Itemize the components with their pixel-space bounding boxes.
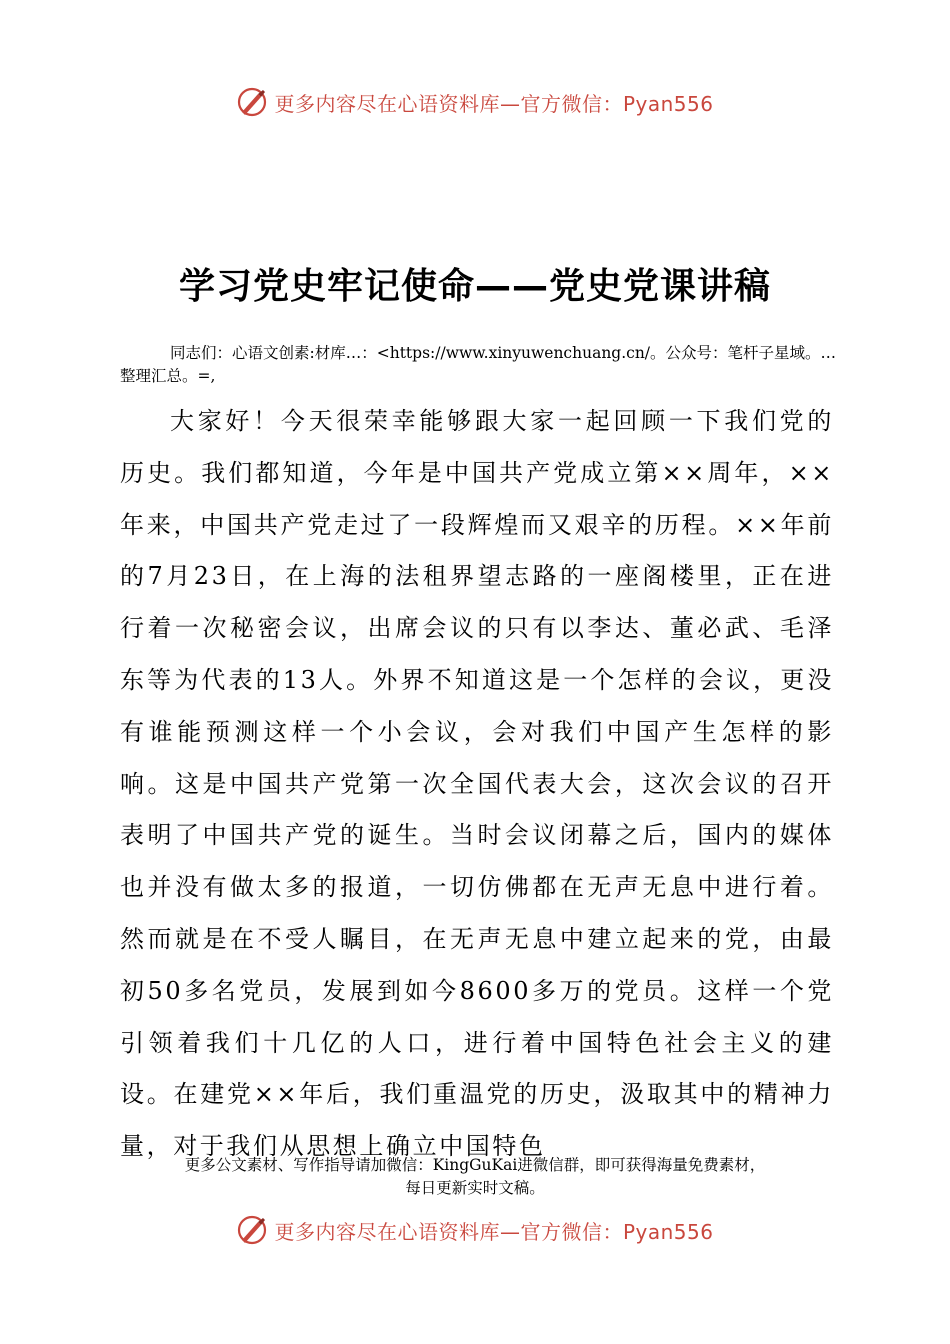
footer-banner-text: 更多内容尽在心语资料库—官方微信：Pyan556 [274,1219,714,1244]
pen-circle-logo-icon [236,1214,268,1246]
header-banner-text: 更多内容尽在心语资料库—官方微信：Pyan556 [274,91,714,116]
body-paragraph: 大家好！今天很荣幸能够跟大家一起回顾一下我们党的历史。我们都知道，今年是中国共产党成立第××周年，××年来，中国共产党走过了一段辉煌而又艰辛的历程。××年前的7月23日，在上海的法租界望志路的一座阁楼里，正在进行着一次秘密会议，出席会议的只有以李达、董必武、毛泽东等为代表的13人。外界不知道这是一个怎样的会议，更没有谁能预测这样一个小会议，会对我们中国产生怎样的影响。这是中国共产党第一次全国代表大会，这次会议的召开表明了中国共产党的诞生。当时会议闭幕之后，国内的媒体也并没有做太多的报道，一切仿佛都在无声无息中进行着。然而就是在不受人瞩目，在无声无息中建立起来的党，由最初50多名党员，发展到如今8600多万的党员。这样一个党引领着我们十几亿的人口，进行着中国特色社会主义的建设。在建党××年后，我们重温党的历史，汲取其中的精神力量，对于我们从思想上确立中国特色 [120,407,834,1161]
header-watermark-banner [0,82,950,122]
document-title: 学习党史牢记使命——党史党课讲稿 [178,266,771,307]
footer-note-line-1: 更多公文素材、写作指导请加微信：KingGuKai进微信群，即可获得海量免费素材， [184,1156,766,1174]
intro-line: 同志们：心语文创素:材库…：<https://www.xinyuwenchuang.cn/。公众号：笔杆子星域。…整理汇总。=, [120,344,837,385]
footer-note-line-2: 每日更新实时文稿。 [405,1179,545,1197]
footer-note [100,1154,850,1200]
pen-circle-logo-icon [236,86,268,118]
footer-watermark-banner [0,1210,950,1250]
